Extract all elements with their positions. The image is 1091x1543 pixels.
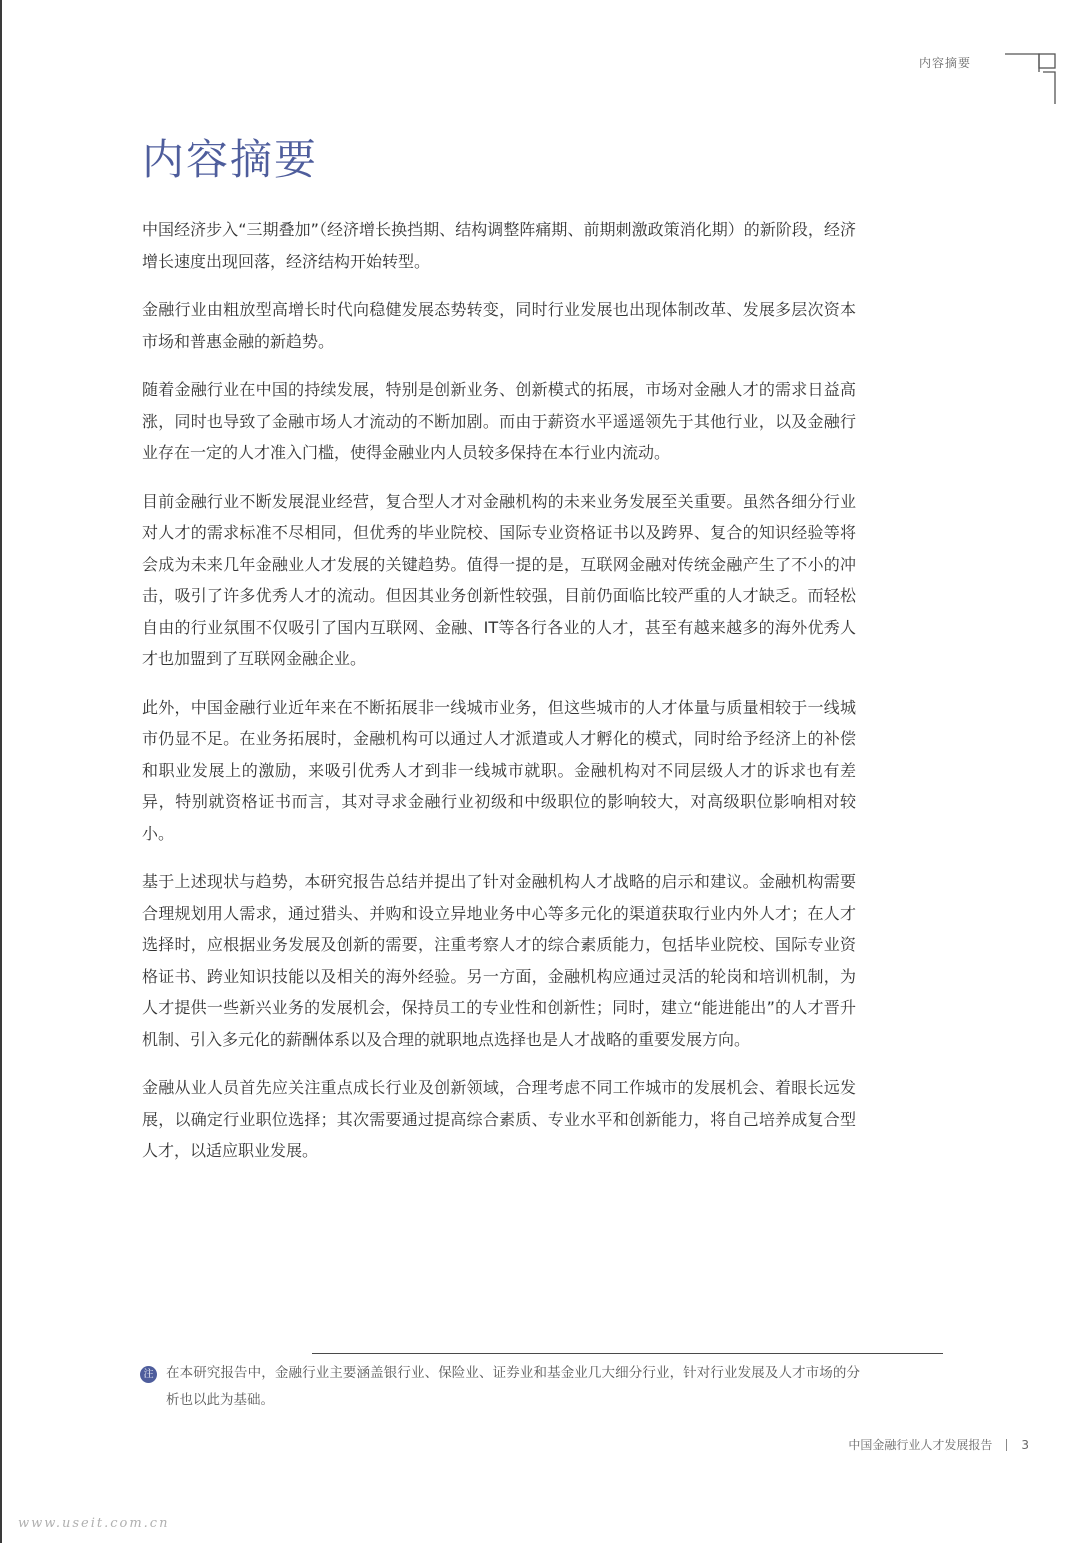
paragraph-1: 中国经济步入“三期叠加”（经济增长换挡期、结构调整阵痛期、前期刺激政策消化期）的新阶段，经济增长速度出现回落，经济结构开始转型。 xyxy=(142,220,856,271)
watermark: www.useit.com.cn xyxy=(18,1516,170,1531)
note-badge-icon: 注 xyxy=(140,1366,157,1383)
paragraph-6: 基于上述现状与趋势，本研究报告总结并提出了针对金融机构人才战略的启示和建议。金融机构需要合理规划用人需求，通过猎头、并购和设立异地业务中心等多元化的渠道获取行业内外人才；在人才选择时，应根据业务发展及创新的需要，注重考察人才的综合素质能力，包括毕业院校、国际专业资格证书、跨业知识技能以及相关的海外经验。另一方面，金融机构应通过灵活的轮岗和培训机制，为人才提供一些新兴业务的发展机会，保持员工的专业性和创新性；同时，建立“能进能出”的人才晋升机制、引入多元化的薪酬体系以及合理的就职地点选择也是人才战略的重要发展方向。 xyxy=(142,872,856,1049)
paragraph-7: 金融从业人员首先应关注重点成长行业及创新领域，合理考虑不同工作城市的发展机会、着眼长远发展，以确定行业职位选择；其次需要通过提高综合素质、专业水平和创新能力，将自己培养成复合型人才，以适应职业发展。 xyxy=(142,1078,856,1160)
paragraph-2: 金融行业由粗放型高增长时代向稳健发展态势转变，同时行业发展也出现体制改革、发展多层次资本市场和普惠金融的新趋势。 xyxy=(142,300,856,351)
paragraph-5: 此外，中国金融行业近年来在不断拓展非一线城市业务，但这些城市的人才体量与质量相较于一线城市仍显不足。在业务拓展时，金融机构可以通过人才派遣或人才孵化的模式，同时给予经济上的补偿和职业发展上的激励，来吸引优秀人才到非一线城市就职。金融机构对不同层级人才的诉求也有差异，特别就资格证书而言，其对寻求金融行业初级和中级职位的影响较大，对高级职位影响相对较小。 xyxy=(142,697,856,843)
note-text: 在本研究报告中，金融行业主要涵盖银行业、保险业、证券业和基金业几大细分行业，针对行业发展及人才市场的分析也以此为基础。 xyxy=(166,1365,860,1408)
paragraph-3: 随着金融行业在中国的持续发展，特别是创新业务、创新模式的拓展，市场对金融人才的需求日益高涨，同时也导致了金融市场人才流动的不断加剧。而由于薪资水平遥遥领先于其他行业，以及金融行业存在一定的人才准入门槛，使得金融业内人员较多保持在本行业内流动。 xyxy=(142,380,856,462)
body-text xyxy=(142,214,856,1184)
running-head: 内容摘要 xyxy=(918,56,971,70)
footer-report-title: 中国金融行业人才发展报告 xyxy=(848,1438,993,1452)
corner-bracket-decoration xyxy=(1003,50,1063,110)
note-divider xyxy=(312,1353,943,1354)
paragraph-4: 目前金融行业不断发展混业经营，复合型人才对金融机构的未来业务发展至关重要。虽然各细分行业对人才的需求标准不尽相同，但优秀的毕业院校、国际专业资格证书以及跨界、复合的知识经验等将会成为未来几年金融业人才发展的关键趋势。值得一提的是，互联网金融对传统金融产生了不小的冲击，吸引了许多优秀人才的流动。但因其业务创新性较强，目前仍面临比较严重的人才缺乏。而轻松自由的行业氛围不仅吸引了国内互联网、金融、IT等各行各业的人才，甚至有越来越多的海外优秀人才也加盟到了互联网金融企业。 xyxy=(142,491,856,668)
footnote xyxy=(140,1360,860,1414)
page-title: 内容摘要 xyxy=(142,135,319,184)
page-footer xyxy=(848,1436,1029,1453)
page-left-edge xyxy=(0,0,2,1543)
page-number: 3 xyxy=(1021,1437,1029,1452)
footer-separator xyxy=(1006,1439,1007,1451)
